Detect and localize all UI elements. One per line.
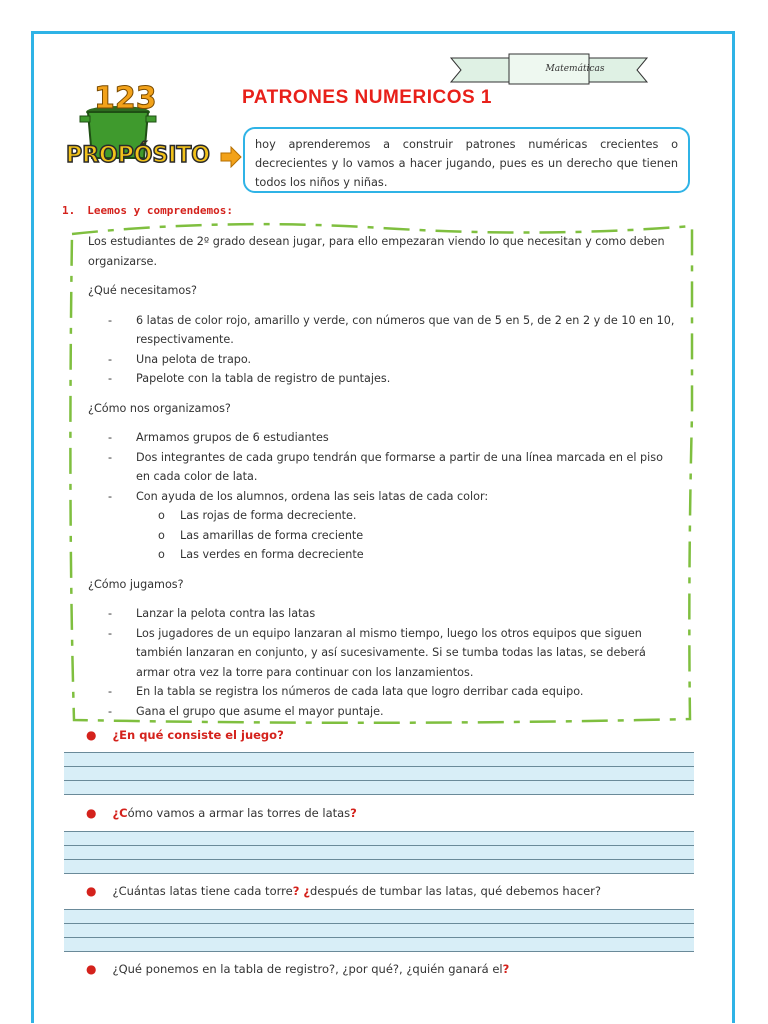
logo-numbers: 123	[94, 81, 157, 116]
answer-lines-3[interactable]	[64, 909, 694, 952]
list-item: - Lanzar la pelota contra las latas	[108, 607, 316, 620]
question-2: ● ¿Cómo vamos a armar las torres de latas?	[86, 806, 357, 820]
bullet-icon: ●	[86, 806, 97, 820]
arrow-right-icon	[220, 146, 242, 168]
list-item: - Dos integrantes de cada grupo tendrán que formarse a partir de una línea marcada en el piso en cada color de lata.	[108, 450, 663, 483]
section-heading: 1. Leemos y comprendemos:	[62, 204, 233, 217]
answer-lines-1[interactable]	[64, 752, 694, 795]
list-item: - 6 latas de color rojo, amarillo y verde, con números que van de 5 en 5, de 2 en 2 y de 10 en 10, respectivamente.	[108, 313, 675, 346]
reading-content	[88, 232, 680, 731]
proposito-logo	[62, 72, 242, 182]
list-item: o Las rojas de forma decreciente.	[158, 509, 357, 522]
purpose-box: hoy aprenderemos a construir patrones numéricas crecientes o decrecientes y lo vamos a hacer jugando, pues es un derecho que tienen todos los niños y niñas.	[243, 127, 690, 193]
needs-list	[88, 311, 680, 389]
question-1: ● ¿En qué consiste el juego?	[86, 728, 284, 742]
question-3: ● ¿Cuántas latas tiene cada torre? ¿después de tumbar las latas, qué debemos hacer?	[86, 884, 601, 898]
question-play: ¿Cómo jugamos?	[88, 577, 184, 591]
list-item: - Una pelota de trapo.	[108, 352, 252, 366]
bullet-icon: ●	[86, 962, 97, 976]
play-list	[88, 604, 680, 721]
intro-text: Los estudiantes de 2º grado desean jugar, para ello empezaran viendo lo que necesitan y como deben organizarse.	[88, 235, 665, 268]
list-item: - Gana el grupo que asume el mayor puntaje.	[108, 704, 384, 718]
list-item: - Armamos grupos de 6 estudiantes	[108, 431, 329, 444]
list-item: - En la tabla se registra los números de cada lata que logro derribar cada equipo.	[108, 685, 584, 698]
bullet-icon: ●	[86, 728, 97, 742]
organize-list	[88, 428, 680, 565]
bullet-icon: ●	[86, 884, 97, 898]
question-4: ● ¿Qué ponemos en la tabla de registro?, ¿por qué?, ¿quién ganará el?	[86, 962, 510, 976]
answer-lines-2[interactable]	[64, 831, 694, 874]
subject-tag: Matemáticas	[545, 64, 605, 74]
list-item: o Las verdes en forma decreciente	[158, 548, 364, 561]
list-item: - Los jugadores de un equipo lanzaran al mismo tiempo, luego los otros equipos que siguen también lanzaran en conjunto, y así sucesivamente. Si se tumba todas las latas, se deberá armar otra vez la torre para continuar con los lanzamientos.	[108, 626, 646, 679]
question-need: ¿Qué necesitamos?	[88, 284, 197, 297]
logo-label: PROPÓSITO	[66, 143, 210, 168]
list-item: - Papelote con la tabla de registro de puntajes.	[108, 372, 391, 385]
page-title: PATRONES NUMERICOS 1	[242, 87, 492, 108]
list-item: - Con ayuda de los alumnos, ordena las seis latas de cada color: o Las rojas de forma decreciente. o Las amarillas de forma creciente o Las verdes en forma decreciente	[88, 487, 680, 565]
organize-sublist	[136, 506, 680, 565]
list-item: o Las amarillas de forma creciente	[158, 528, 364, 542]
question-organize: ¿Cómo nos organizamos?	[88, 401, 231, 415]
